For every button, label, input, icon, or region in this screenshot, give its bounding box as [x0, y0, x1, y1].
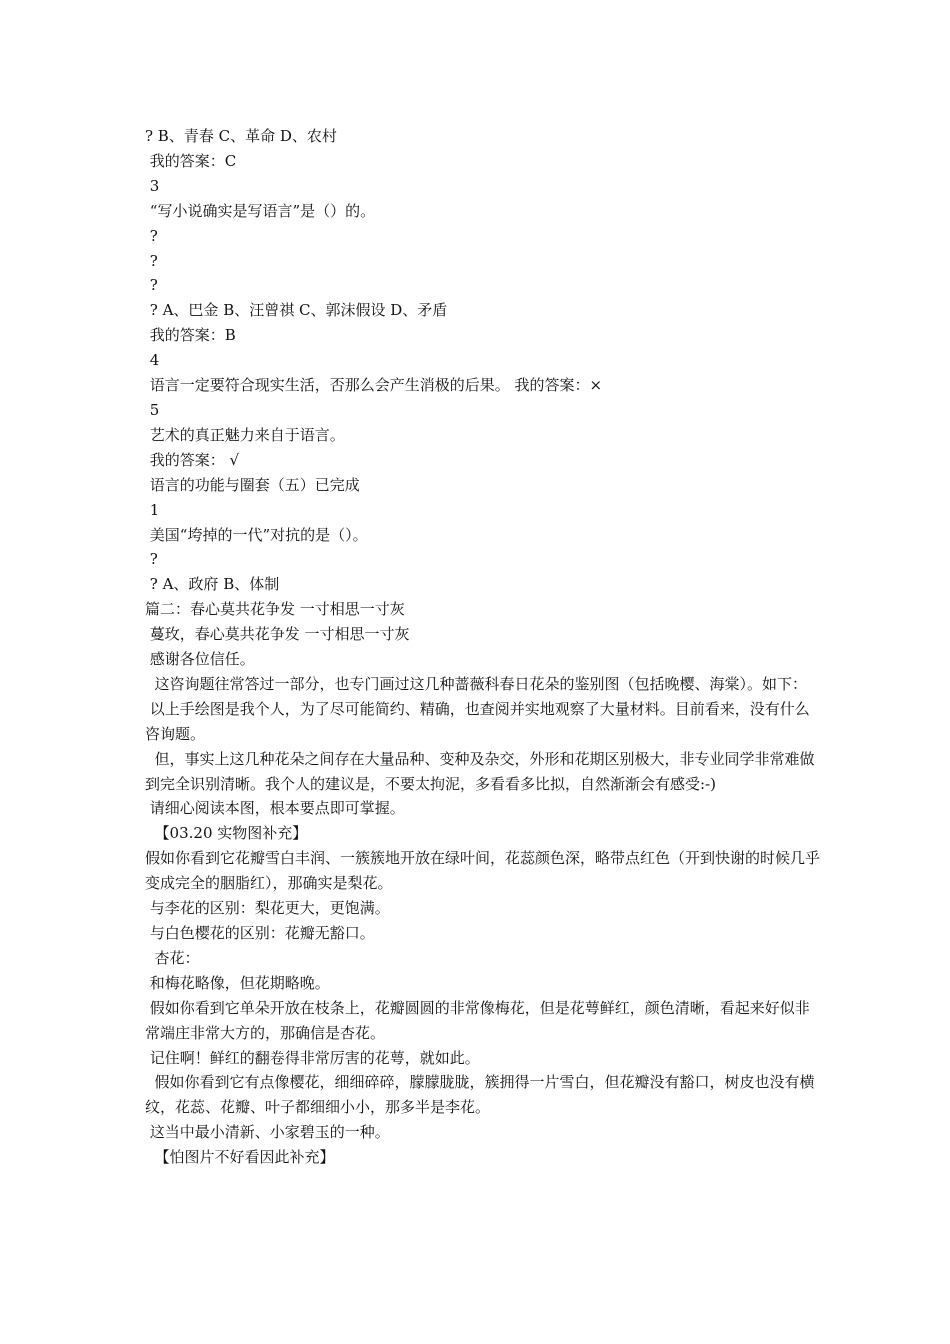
text-line: ? A、巴金 B、汪曾祺 C、郭沫假设 D、矛盾 — [145, 301, 448, 320]
text-line: 和梅花略像，但花期略晚。 — [145, 973, 330, 992]
paragraph: 但，事实上这几种花朵之间存在大量品种、变种及杂交，外形和花期区别极大，非专业同学非常难做到完全识别清晰。我个人的建议是，不要太拘泥，多看看多比拟，自然渐渐会有感受:-) — [145, 749, 815, 793]
text-line: ? — [145, 226, 158, 245]
text-line: 与白色樱花的区别：花瓣无豁口。 — [145, 924, 375, 942]
text-line: 请细心阅读本图，根本要点即可掌握。 — [145, 799, 405, 818]
text-line: 杏花： — [145, 948, 200, 967]
text-line: 蔓玫，春心莫共花争发 一寸相思一寸灰 — [145, 625, 410, 644]
text-line: 这当中最小清新、小家碧玉的一种。 — [145, 1123, 390, 1142]
paragraph: 假如你看到它有点像樱花，细细碎碎，朦朦胧胧，簇拥得一片雪白，但花瓣没有豁口，树皮也没有横纹，花蕊、花瓣、叶子都细细小小，那多半是李花。 — [145, 1073, 815, 1117]
text-line: “写小说确实是写语言”是（）的。 — [145, 201, 376, 220]
text-line: 我的答案： √ — [145, 450, 240, 469]
paragraph: 假如你看到它花瓣雪白丰润、一簇簇地开放在绿叶间，花蕊颜色深，略带点红色（开到快谢的时候几乎变成完全的胭脂红），那确实是梨花。 — [145, 849, 821, 893]
text-line: 我的答案：B — [145, 326, 236, 345]
text-line: ? — [145, 276, 158, 295]
paragraph: 假如你看到它单朵开放在枝条上，花瓣圆圆的非常像梅花，但是花萼鲜红，颜色清晰，看起来好似非常端庄非常大方的，那确信是杏花。 — [145, 998, 810, 1042]
text-line: 我的答案：C — [145, 151, 237, 170]
text-line: 感谢各位信任。 — [145, 650, 255, 669]
paragraph: 以上手绘图是我个人，为了尽可能简约、精确，也查阅并实地观察了大量材料。目前看来，没有什么咨询题。 — [145, 699, 810, 743]
text-line: 艺术的真正魅力来自于语言。 — [145, 425, 345, 444]
text-line: ? — [145, 251, 158, 270]
text-line: 与李花的区别：梨花更大，更饱满。 — [145, 899, 390, 918]
text-line: ? A、政府 B、体制 — [145, 575, 280, 594]
text-line: 【03.20 实物图补充】 — [145, 824, 308, 843]
text-line: 美国“垮掉的一代”对抗的是（）。 — [145, 525, 368, 544]
paragraph: 这咨询题往常答过一部分，也专门画过这几种蔷薇科春日花朵的鉴别图（包括晚樱、海棠）。如下： — [145, 674, 808, 693]
document-page — [145, 124, 821, 1170]
section-heading: 语言的功能与圈套（五）已完成 — [145, 475, 360, 494]
section-heading: 篇二：春心莫共花争发 一寸相思一寸灰 — [145, 600, 405, 619]
text-line: 语言一定要符合现实生活，否那么会产生消极的后果。 我的答案：× — [145, 376, 603, 395]
text-line: ? B、青春 C、革命 D、农村 — [145, 127, 337, 145]
text-line: 5 — [145, 400, 160, 419]
text-line: ? — [145, 550, 158, 569]
text-line: 3 — [145, 176, 160, 195]
text-line: 1 — [145, 500, 160, 519]
text-line: 4 — [145, 351, 160, 370]
text-line: 【怕图片不好看因此补充】 — [145, 1148, 335, 1167]
text-line: 记住啊！鲜红的翻卷得非常厉害的花萼，就如此。 — [145, 1048, 480, 1067]
